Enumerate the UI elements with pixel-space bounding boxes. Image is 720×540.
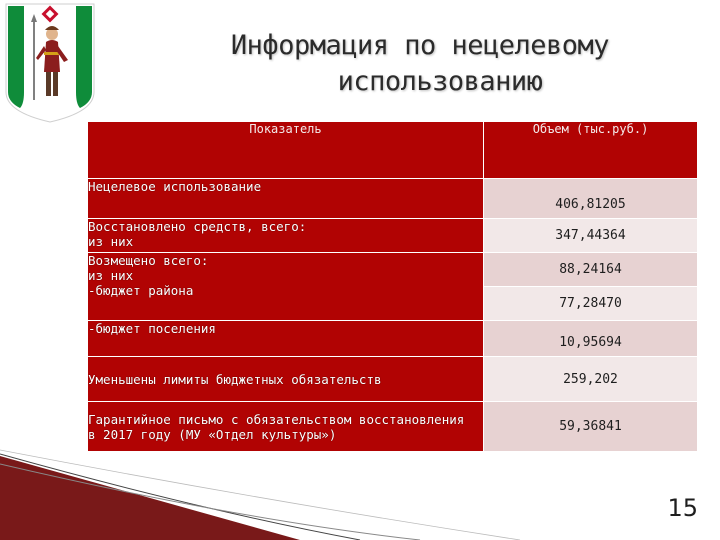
row-value: 77,28470: [484, 287, 698, 321]
label-line: из них: [88, 268, 134, 283]
label-line: в 2017 году (МУ «Отдел культуры»): [88, 426, 337, 442]
header-value: Объем (тыс.руб.): [484, 122, 698, 179]
row-value: 88,24164: [484, 253, 698, 287]
row-label: [88, 219, 484, 253]
title-line-1: Информация по нецелевому: [230, 30, 610, 61]
table-row: [88, 253, 698, 287]
table-row: [88, 179, 698, 219]
page-number: 15: [667, 494, 698, 522]
row-value: 347,44364: [484, 219, 698, 253]
table-row: [88, 219, 698, 253]
label-line: -бюджет поселения: [88, 321, 216, 336]
label-line: Уменьшены лимиты бюджетных обязательств: [88, 371, 382, 387]
coat-of-arms-icon: [0, 0, 100, 125]
row-label: [88, 357, 484, 402]
row-label: [88, 321, 484, 357]
label-line: Возмещено всего:: [88, 253, 209, 268]
decorative-swoosh: [0, 440, 720, 540]
label-line: Гарантийное письмо с обязательством восстановления: [88, 411, 465, 427]
page-title: [200, 28, 640, 100]
label-line: Нецелевое использование: [88, 179, 262, 194]
title-line-2: использованию: [337, 66, 543, 97]
header-label: Показатель: [88, 122, 484, 179]
row-value: 10,95694: [484, 321, 698, 357]
table-header-row: [88, 122, 698, 179]
row-label: [88, 253, 484, 321]
misuse-table: [87, 121, 698, 452]
label-line: -бюджет района: [88, 283, 194, 298]
row-label: [88, 179, 484, 219]
row-value: 406,81205: [484, 179, 698, 219]
label-line: Восстановлено средств, всего:: [88, 219, 307, 234]
table-row: [88, 321, 698, 357]
table-row: [88, 357, 698, 402]
label-line: из них: [88, 234, 134, 249]
row-value: 259,202: [484, 357, 698, 402]
row-value: 59,36841: [484, 402, 698, 452]
